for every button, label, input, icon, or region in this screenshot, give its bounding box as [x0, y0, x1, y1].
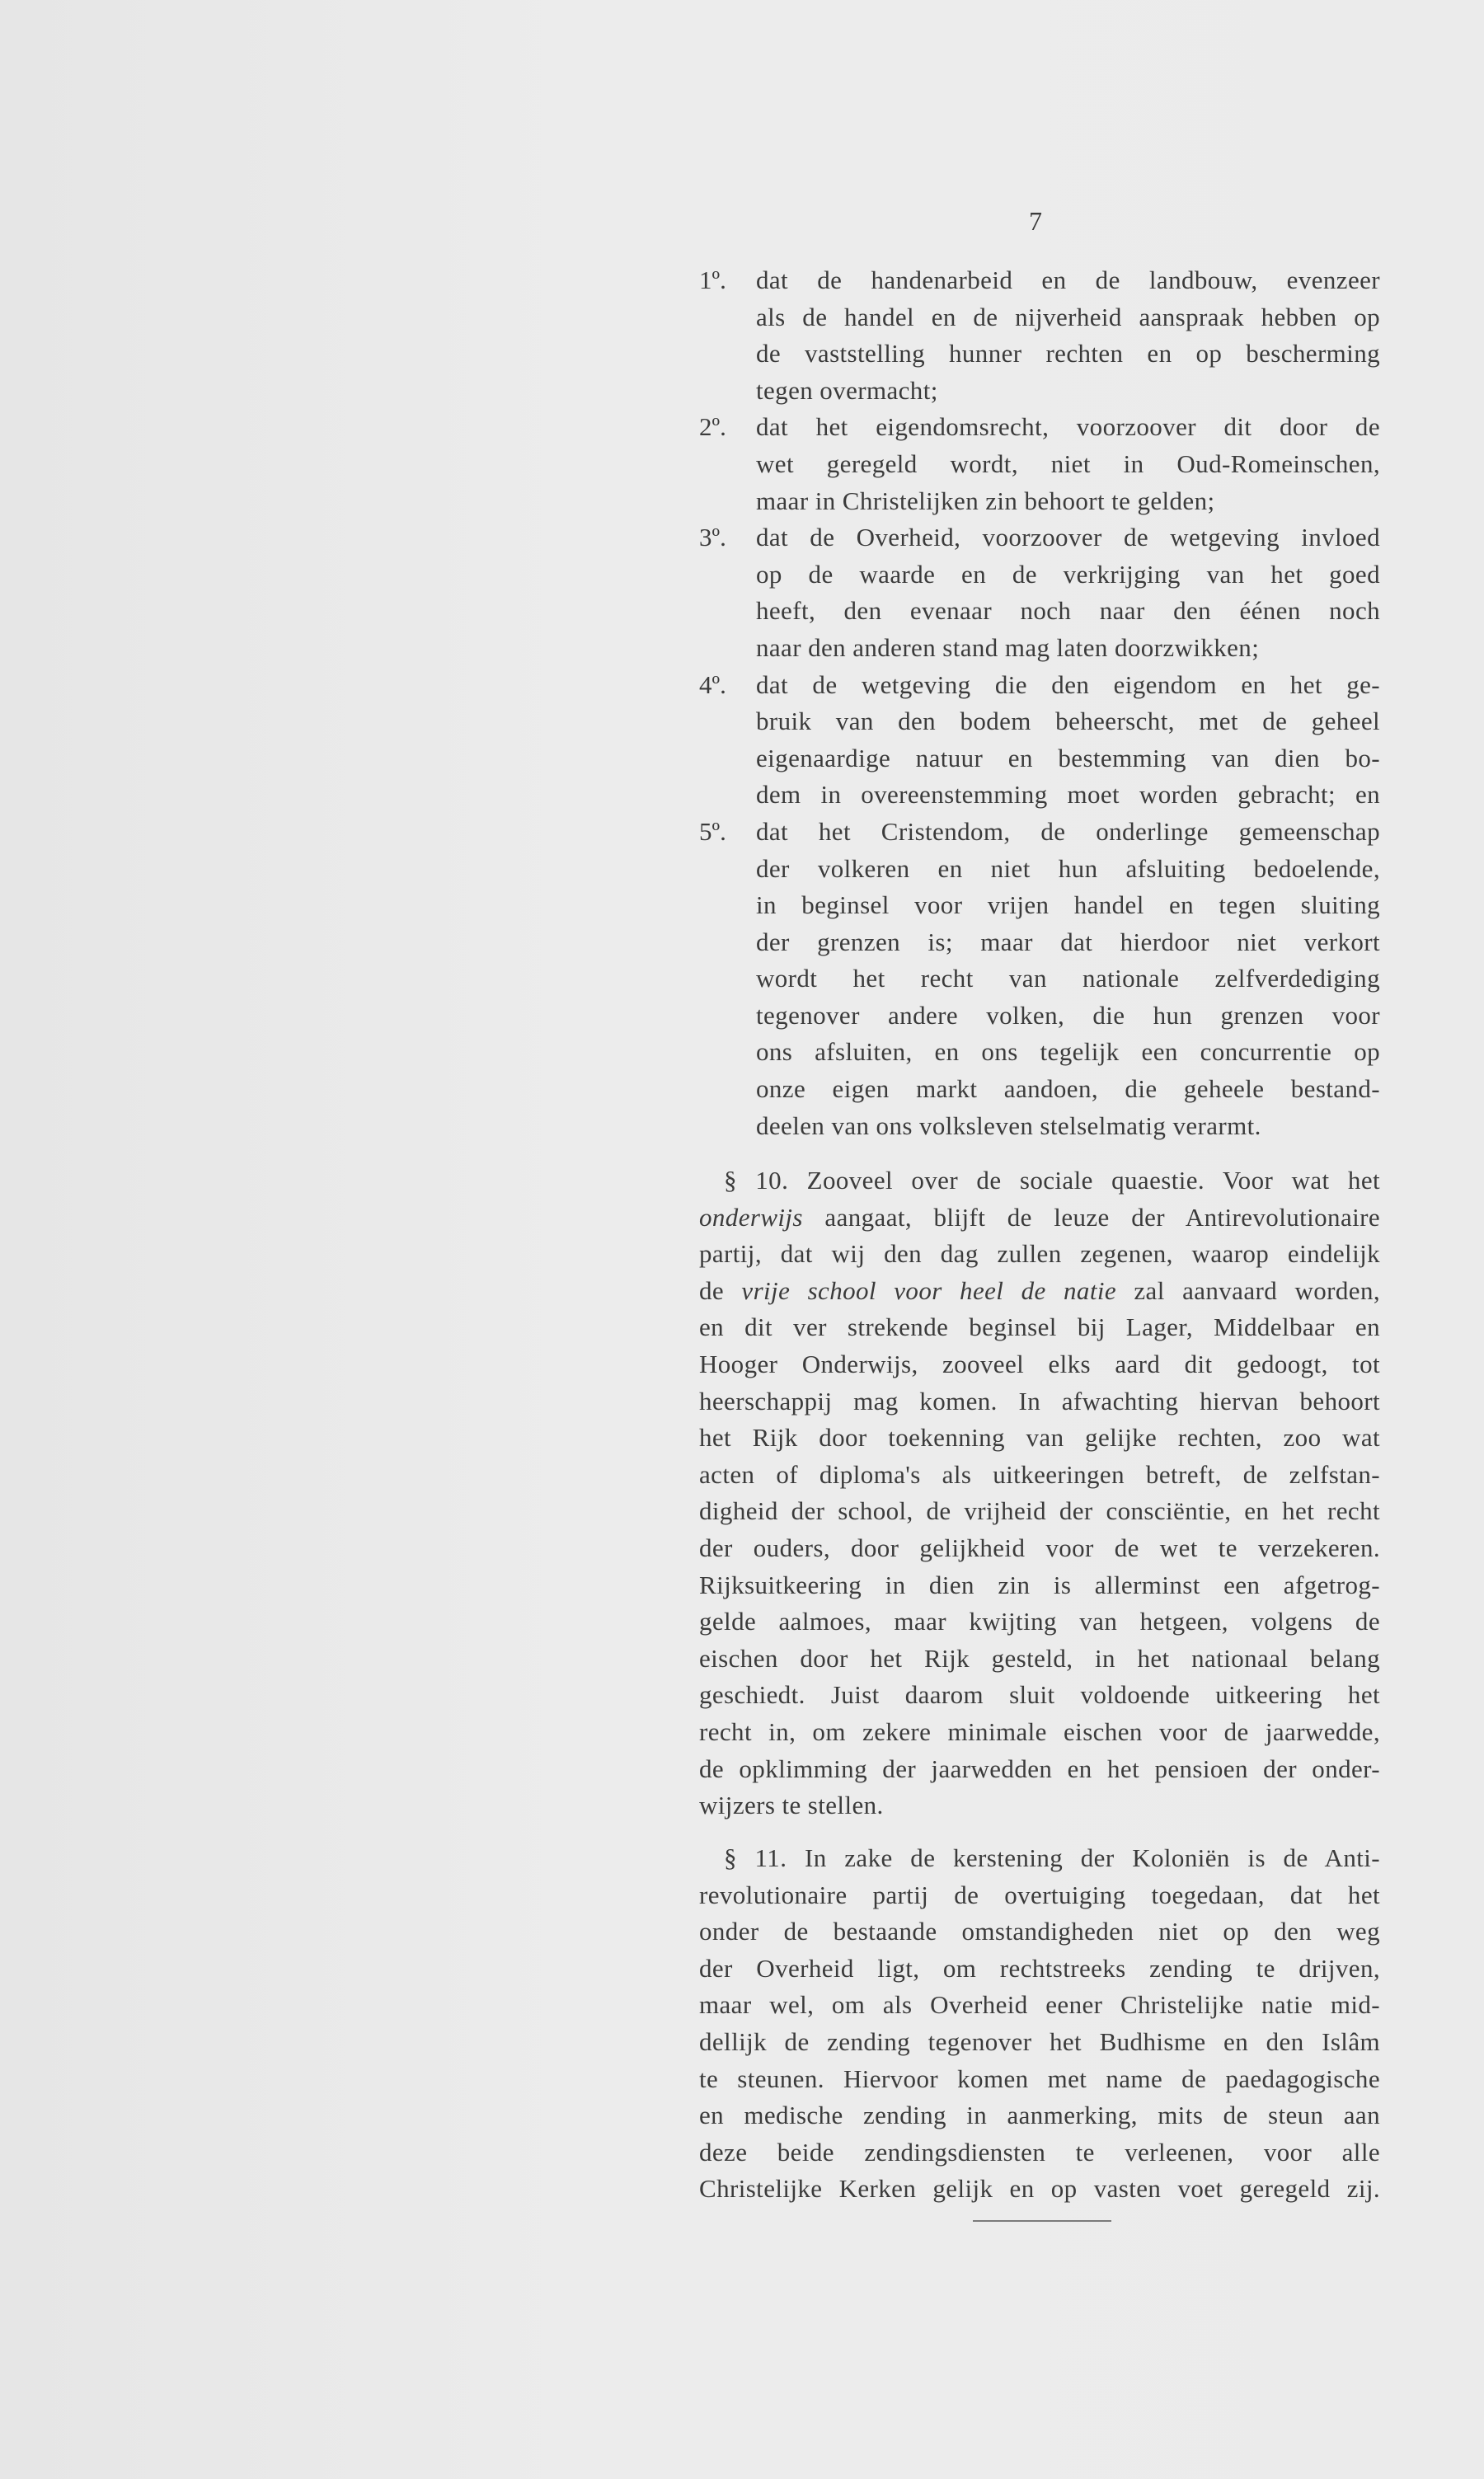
- list-item-number: 1º.: [699, 265, 726, 294]
- text-line: dat de wetgeving die den eigendom en het ge-: [756, 669, 1380, 699]
- list-item-number: 5º.: [699, 816, 726, 846]
- text-line: heerschappij mag komen. In afwachting hiervan behoort: [699, 1386, 1380, 1416]
- text-line: der ouders, door gelijkheid voor de wet te verzekeren.: [699, 1533, 1380, 1562]
- section-11-paragraph: [699, 1840, 1380, 2208]
- text-line: partij, dat wij den dag zullen zegenen, waarop eindelijk: [699, 1239, 1380, 1269]
- text-line: Christelijke Kerken gelijk en op vasten voet geregeld zij.: [699, 2174, 1380, 2204]
- text-line: onze eigen markt aandoen, die geheele bestand-: [756, 1074, 1380, 1104]
- text-line: naar den anderen stand mag laten doorzwikken;: [756, 632, 1260, 662]
- text-line: der volkeren en niet hun afsluiting bedoelende,: [756, 853, 1380, 883]
- list-item: [699, 262, 1380, 409]
- text-line: dat de Overheid, voorzoover de wetgeving invloed: [756, 523, 1380, 552]
- list-item-text: [756, 667, 1380, 814]
- text-run: aangaat, blijft de leuze der Antirevolutionaire: [802, 1202, 1380, 1232]
- text-line: dat het Cristendom, de onderlinge gemeenschap: [756, 816, 1380, 846]
- text-line: de opklimming der jaarwedden en het pensioen der onder-: [699, 1754, 1380, 1783]
- list-item: [699, 814, 1380, 1144]
- text-line: te steunen. Hiervoor komen met name de paedagogische: [699, 2063, 1380, 2093]
- text-line: wijzers te stellen.: [699, 1791, 884, 1820]
- text-line: der grenzen is; maar dat hierdoor niet verkort: [756, 927, 1380, 956]
- text-line: dat het eigendomsrecht, voorzoover dit door de: [756, 412, 1380, 442]
- section-10-paragraph: [699, 1162, 1380, 1824]
- list-item-text: [756, 814, 1380, 1144]
- text-line: en medische zending in aanmerking, mits de steun aan: [699, 2101, 1380, 2130]
- list-item: [699, 519, 1380, 666]
- closing-rule: [973, 2220, 1111, 2222]
- list-item-number: 4º.: [699, 669, 726, 699]
- text-line: heeft, den evenaar noch naar den éénen noch: [756, 596, 1380, 626]
- text-line: het Rijk door toekenning van gelijke rechten, zoo wat: [699, 1423, 1380, 1453]
- text-line: maar wel, om als Overheid eener Christelijke natie mid-: [699, 1990, 1380, 2020]
- text-line: wet geregeld wordt, niet in Oud-Romeinschen,: [756, 448, 1380, 478]
- text-line: deelen van ons volksleven stelselmatig verarmt.: [756, 1110, 1261, 1140]
- italic-term: onderwijs: [699, 1202, 803, 1232]
- text-line: wordt het recht van nationale zelfverdediging: [756, 964, 1380, 993]
- text-line: digheid der school, de vrijheid der consciëntie, en het recht: [699, 1496, 1380, 1526]
- page-number: 7: [1029, 206, 1042, 236]
- italic-term: vrije school voor heel de natie: [741, 1275, 1117, 1305]
- text-line: deze beide zendingsdiensten te verleenen, voor alle: [699, 2137, 1380, 2167]
- text-line: maar in Christelijken zin behoort te gelden;: [756, 486, 1215, 515]
- text-line: tegenover andere volken, die hun grenzen voor: [756, 1000, 1380, 1030]
- numbered-list: [699, 262, 1380, 1144]
- list-item-text: [756, 409, 1380, 519]
- list-item-number: 3º.: [699, 523, 726, 552]
- text-line: dat de handenarbeid en de landbouw, evenzeer: [756, 265, 1380, 294]
- text-line: dem in overeenstemming moet worden gebracht; en: [756, 780, 1380, 810]
- text-line: op de waarde en de verkrijging van het goed: [756, 559, 1380, 589]
- text-line: ons afsluiten, en ons tegelijk een concurrentie op: [756, 1037, 1380, 1067]
- text-line: § 10. Zooveel over de sociale quaestie. Voor wat het: [724, 1166, 1380, 1195]
- list-item: [699, 409, 1380, 519]
- text-line: onder de bestaande omstandigheden niet op den weg: [699, 1917, 1380, 1946]
- text-line: § 11. In zake de kerstening der Koloniën is de Anti-: [724, 1843, 1380, 1872]
- list-item: [699, 667, 1380, 814]
- text-line: als de handel en de nijverheid aanspraak hebben op: [756, 302, 1380, 331]
- text-line: der Overheid ligt, om rechtstreeks zending te drijven,: [699, 1953, 1380, 1983]
- text-line: [699, 1200, 1380, 1237]
- text-line: revolutionaire partij de overtuiging toegedaan, dat het: [699, 1880, 1380, 1909]
- text-line: eigenaardige natuur en bestemming van dien bo-: [756, 743, 1380, 772]
- text-line: geschiedt. Juist daarom sluit voldoende uitkeering het: [699, 1680, 1380, 1710]
- text-line: en dit ver strekende beginsel bij Lager, Middelbaar en: [699, 1312, 1380, 1342]
- text-line: recht in, om zekere minimale eischen voor de jaarwedde,: [699, 1716, 1380, 1746]
- text-line: [699, 1273, 1380, 1310]
- text-line: in beginsel voor vrijen handel en tegen sluiting: [756, 890, 1380, 920]
- list-item-text: [756, 262, 1380, 409]
- text-run: de: [699, 1275, 742, 1305]
- list-item-number: 2º.: [699, 412, 726, 442]
- text-run: zal aanvaard worden,: [1116, 1275, 1380, 1305]
- text-line: gelde aalmoes, maar kwijting van hetgeen, volgens de: [699, 1607, 1380, 1636]
- text-line: Hooger Onderwijs, zooveel elks aard dit gedoogt, tot: [699, 1349, 1380, 1378]
- text-line: dellijk de zending tegenover het Budhisme en den Islâm: [699, 2026, 1380, 2056]
- text-line: Rijksuitkeering in dien zin is allerminst een afgetrog-: [699, 1570, 1380, 1599]
- text-line: tegen overmacht;: [756, 375, 938, 405]
- text-line: eischen door het Rijk gesteld, in het nationaal belang: [699, 1643, 1380, 1673]
- text-line: de vaststelling hunner rechten en op bescherming: [756, 339, 1380, 369]
- text-line: bruik van den bodem beheerscht, met de geheel: [756, 707, 1380, 736]
- list-item-text: [756, 519, 1380, 666]
- text-line: acten of diploma's als uitkeeringen betreft, de zelfstan-: [699, 1459, 1380, 1489]
